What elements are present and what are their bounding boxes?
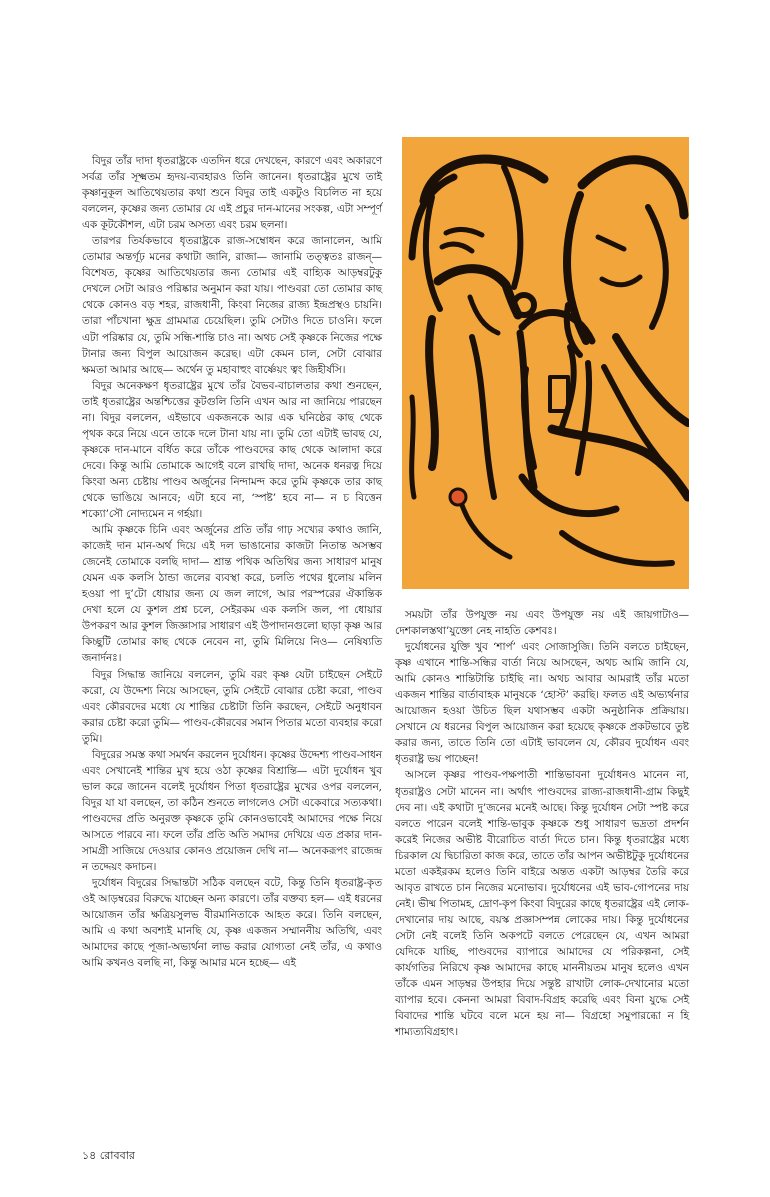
paragraph: দুর্যোধন বিদুরের সিদ্ধান্তটা সঠিক বলছেন বটে, কিন্তু তিনি ধৃতরাষ্ট্র-কৃত ওই আড়ম্বরের বিরুদ্ধে যাচ্ছেন অন্য কারণে। তাঁর বক্তব্য হল— এই ধরনের আয়োজন তাঁর ক্ষত্রিয়সুলভ বীরমানিতাকে আহত করে। তিনি বলছেন, আমি এ কথা অবশ্যই মানছি যে, কৃষ্ণ একজন সম্মাননীয় অতিথি, এবং আমাদের কাছে পূজা-অভ্যর্থনা লাভ করার যোগ্যতা নেই তাঁর, এ কথাও আমি কখনও বলছি না, কিন্তু আমার মনে হচ্ছে— এই [82, 877, 382, 970]
illustration-background [402, 137, 689, 589]
illustration [402, 137, 689, 589]
paragraph: আমি কৃষ্ণকে চিনি এবং অর্জুনের প্রতি তাঁর গাঢ় সখ্যের কথাও জানি, কাজেই দান মান-অর্থ দিয়ে এই দল ভাঙানোর কাজটা নিতান্ত অসম্ভব জেনেই তোমাকে বলছি দাদা— শ্রান্ত পথিক অতিথির জন্য সাধারণ মানুষ যেমন এক কলসি ঠান্ডা জলের ব্যবস্থা করে, চলতি পথের ধুলোয় মলিন হওয়া পা দু’টো ধোয়ার জন্য যে জল লাগে, আর পরস্পরের ঐকান্তিক দেখা হলে যে কুশল প্রশ্ন চলে, সেইরকম এক কলসি জল, পা ধোয়ার উপকরণ আর কুশল জিজ্ঞাসার সাধারণ এই উপাদানগুলো ছাড়া কৃষ্ণ আর কিচ্ছুটি তোমার কাছ থেকে নেবেন না, তুমি মিলিয়ে নিও— নেষিষ্যতি জনার্দনঃ। [82, 524, 382, 665]
paragraph: আসলে কৃষ্ণর পাণ্ডব-পক্ষপাতী শান্তিভাবনা দুর্যোধনও মানেন না, ধৃতরাষ্ট্রও সেটা মানেন না। অর্থাৎ পাণ্ডবদের রাজ্য-রাজধানী-গ্রাম কিছুই দেব না। এই কথাটা দু’জনের মনেই আছে। কিন্তু দুর্যোধন সেটা স্পষ্ট করে বলতে পারেন বলেই শান্তি-ভাবুক কৃষ্ণকে শুধু সাধারণ ভদ্রতা প্রদর্শন করেই নিজের অভীষ্ট বীরোচিত বার্তা দিতে চান। কিন্তু ধৃতরাষ্ট্রের মধ্যে চিরকাল যে দ্বিচারিতা কাজ করে, তাতে তাঁর আপন অভীষ্টটুকু দুর্যোধনের মতো একইরকম হলেও তিনি বাইরে অন্তত একটা আড়ম্বর তৈরি করে আবৃত রাখতে চান নিজের মনোভাব। দুর্যোধনের এই ভাব-গোপনের দায় নেই। ভীষ্ম পিতামহ, দ্রোণ-কৃপ কিংবা বিদুরের কাছে ধৃতরাষ্ট্রের এই লোক-দেখানোর দায় আছে, বয়স্ক প্রজ্ঞাসম্পন্ন লোকের দায়। কিন্তু দুর্যোধনের সেটা নেই বলেই তিনি অকপটে বলতে পেরেছেন যে, এখন আমরা যেদিকে যাচ্ছি, পাণ্ডবদের ব্যাপারে আমাদের যে পরিকল্পনা, সেই কার্যগতির নিরিখে কৃষ্ণ আমাদের কাছে মাননীয়তম মানুষ হলেও এখন তাঁকে এমন সাড়ম্বর উপহার দিয়ে সন্তুষ্ট রাখাটা লোক-দেখানোর মতো ব্যাপার হবে। কেননা আমরা বিবাদ-বিগ্রহ করেছি এবং বিনা যুদ্ধে সেই বিবাদের শান্তি ঘটবে বলে মনে হয় না— বিগ্রহো সমুপারব্ধো ন হি শাম্যত্যবিগ্রহাৎ। [395, 769, 689, 1039]
paragraph: তারপর তির্যকভাবে ধৃতরাষ্ট্রকে রাজ-সম্বোধন করে জানালেন, আমি তোমার অন্তর্গূঢ় মনের কথাটা জানি, রাজা— জানামি তত্ত্বতঃ রাজন্— বিশেষত, কৃষ্ণের আতিথেয়তার জন্য তোমার এই বাহ্যিক আড়ম্বরটুকু দেখলে সেটা আরও পরিষ্কার অনুমান করা যায়। পাণ্ডবরা তো তোমার কাছ থেকে কোনও বড় শহর, রাজধানী, কিংবা নিজের রাজ্য ইন্দ্রপ্রস্থও চায়নি। তারা পাঁচখানা ক্ষুদ্র গ্রামমাত্র চেয়েছিল। তুমি সেটাও দিতে চাওনি। ফলে এটা পরিষ্কার যে, তুমি সন্ধি-শান্তি চাও না। অথচ সেই কৃষ্ণকে নিজের পক্ষে টানার জন্য বিপুল আয়োজন করেছ। এটা কেমন চাল, সেটা বোঝার ক্ষমতা আমার আছে— অর্থেন তু মহাবাহুং বার্ষ্ণেয়ং ত্বং জিহীর্ষসি। [82, 235, 382, 376]
paragraph: বিদুর তাঁর দাদা ধৃতরাষ্ট্রকে এতদিন ধরে দেখছেন, কারণে এবং অকারণে সর্বত্র তাঁর সূক্ষ্মতম হৃদয়-ব্যবহারও তিনি জানেন। ধৃতরাষ্ট্রের মুখে তাই কৃষ্ণানুকূল আতিথেয়তার কথা শুনে বিদুর তাই একটুও বিচলিত না হয়ে বললেন, কৃষ্ণের জন্য তোমার যে এই প্রচুর দান-মানের সংকল্প, এটা সম্পূর্ণ এক কূটকৌশল, এটা চরম অসত্য এবং চরম ছলনা। [82, 155, 382, 232]
paragraph: দুর্যোধনের যুক্তি খুব ‘শার্প’ এবং সোজাসুজি। তিনি বলতে চাইছেন, কৃষ্ণ এখানে শান্তি-সন্ধির বার্তা নিয়ে আসছেন, অথচ আমি জানি যে, আমি কোনও শান্তিটান্তি চাইছি না। অথচ আবার আমরাই তাঁর মতো একজন শান্তির বার্তাবাহক মানুষকে ‘হোস্ট’ করছি। ফলত এই অভ্যর্থনার আয়োজন হওয়া উচিত ছিল যথাসম্ভব একটা অনুষ্ঠানিক প্রক্রিয়ায়। সেখানে যে ধরনের বিপুল আয়োজন করা হয়েছে কৃষ্ণকে প্রকটভাবে তুষ্ট করার জন্য, তাতে তিনি তো এটাই ভাবলেন যে, কৌরব দুর্যোধন এবং ধৃতরাষ্ট্র ভয় পাচ্ছেন! [395, 641, 689, 766]
paragraph: সময়টা তাঁর উপযুক্ত নয় এবং উপযুক্ত নয় এই জায়গাটাও— দেশকালস্তথা’যুক্তো নেহ নাহতি কেশবঃ। [395, 609, 689, 638]
flower-accent [450, 489, 466, 505]
left-column [82, 153, 382, 971]
paragraph: বিদুর অনেকক্ষণ ধৃতরাষ্ট্রের মুখে তাঁর বৈভব-বাচালতার কথা শুনছেন, তাই ধৃতরাষ্ট্রের অন্তশ্চিত্তের কূটগুলি তিনি এখন আর না জানিয়ে পারছেন না। বিদুর বললেন, এইভাবে একজনকে আর এক ঘনিষ্ঠের কাছ থেকে পৃথক করে নিয়ে এনে তাকে দলে টানা যায় না। তুমি তো এটাই ভাবছ যে, কৃষ্ণকে দান-মানে বর্ধিত করে তাঁকে পাণ্ডবদের কাছ থেকে আলাদা করে দেবে। কিন্তু আমি তোমাকে আগেই বলে রাখছি দাদা, অনেক ধনরত্ন দিয়ে কিংবা অন্য চেষ্টায় পাণ্ডব অর্জুনের নিন্দামন্দ করে তুমি কৃষ্ণকে তার কাছ থেকে ভাঙিয়ে আনবে; এটা হবে না, ‘স্পষ্ট’ হবে না— ন চ বিত্তেন শক্যো’সৌ নোদ্যমেন ন গর্হয়া। [82, 379, 382, 521]
paragraph: বিদুরের সমস্ত কথা সমর্থন করলেন দুর্যোধন। কৃষ্ণের উদ্দেশ্য পাণ্ডব-সাধন এবং সেখানেই শান্তির মুখ হয়ে ওঠা কৃষ্ণের বিশ্রান্তি— এটা দুর্যোধন খুব ভাল করে জানেন বলেই দুর্যোধন পিতা ধৃতরাষ্ট্রের মুখের ওপর বললেন, বিদুর যা যা বলছেন, তা কঠিন শুনতে লাগলেও সেটা একেবারে সত্যকথা। পাণ্ডবদের প্রতি অনুরক্ত কৃষ্ণকে তুমি কোনওভাবেই আমাদের পক্ষে নিয়ে আসতে পারবে না। ফলে তাঁর প্রতি অতি সমাদর দেখিয়ে এত প্রকার দান-সামগ্রী সাজিয়ে দেওয়ার কোনও প্রয়োজন দেখি না— অনেকরূপং রাজেন্দ্র ন তদ্দেয়ং কদাচন। [82, 748, 382, 874]
right-column [395, 607, 689, 1040]
paragraph: বিদুর সিদ্ধান্ত জানিয়ে বললেন, তুমি বরং কৃষ্ণ যেটা চাইছেন সেইটে করো, যে উদ্দেশ্য নিয়ে আসছেন, তুমি সেইটে বোঝার চেষ্টা করো, পাণ্ডব এবং কৌরবদের মধ্যে যে শান্তির চেষ্টাটা তিনি করছেন, সেইটে অনুধাবন করার চেষ্টা করো তুমি— পাণ্ডব-কৌরবের সমান পিতার মতো ব্যবহার করো তুমি। [82, 668, 382, 745]
page-folio: ১৪ রোববার [82, 1149, 135, 1162]
